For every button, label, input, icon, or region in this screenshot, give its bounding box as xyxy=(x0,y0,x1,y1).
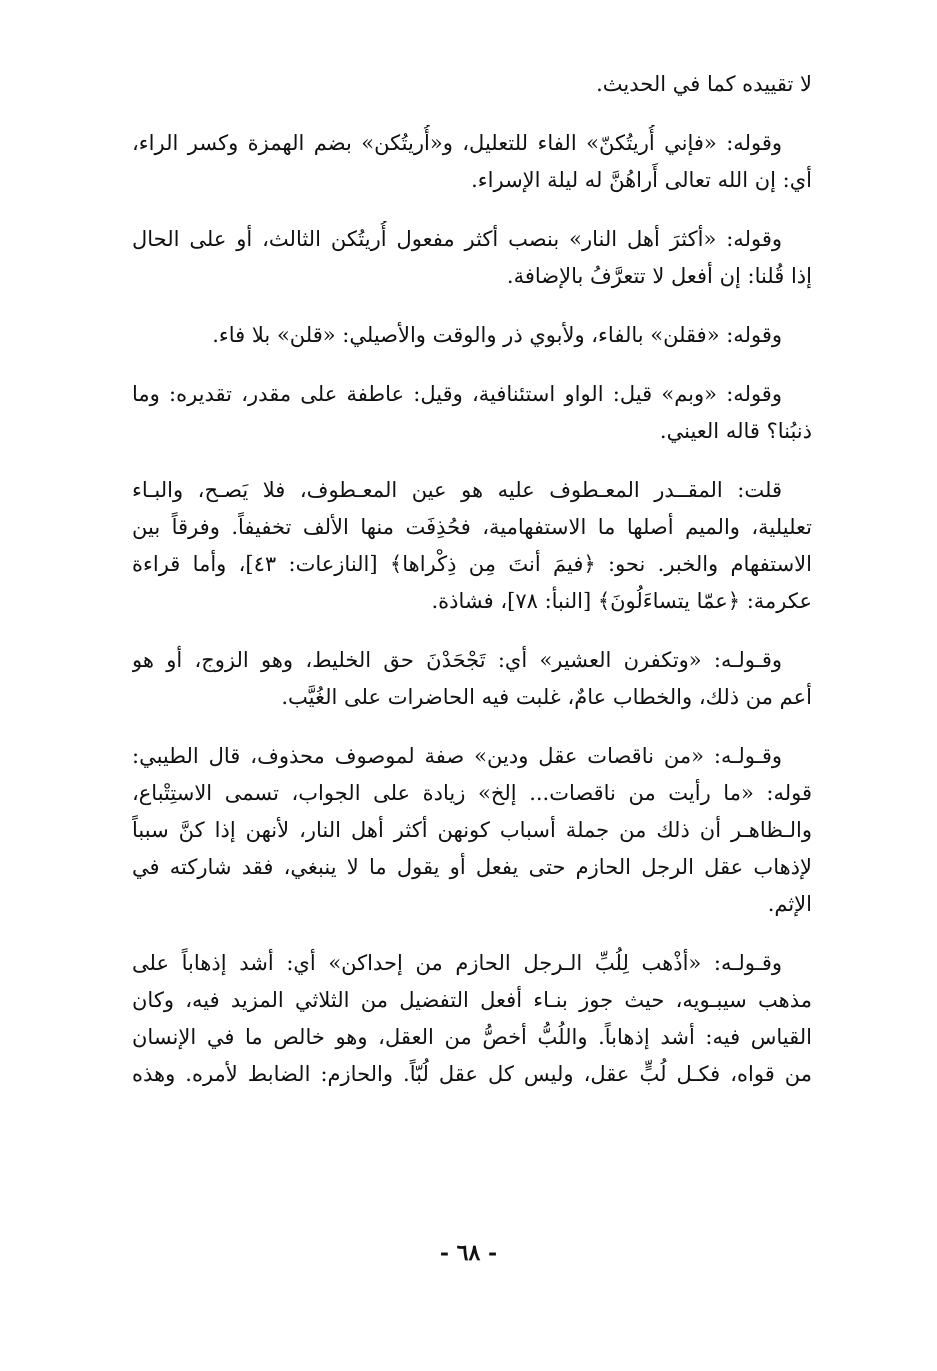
text-line: تعليلية، والميم أصلها ما الاستفهامية، فحُذِفَت منها الألف تخفيفاً. وفرقاً بين xyxy=(132,515,812,539)
page-body xyxy=(132,66,812,1115)
paragraph-3 xyxy=(132,221,812,295)
text-line: لا تقييده كما في الحديث. xyxy=(596,72,812,96)
paragraph-6 xyxy=(132,472,812,620)
text-line: عكرمة: ﴿عمّا يتساءَلُونَ﴾ [النبأ: ٧٨]، فشاذة. xyxy=(431,589,812,613)
text-line: الإثم. xyxy=(767,892,812,916)
text-line: وقـولـه: «من ناقصات عقل ودين» صفة لموصوف محذوف، قال الطيبي: xyxy=(132,744,782,768)
text-line: والـظاهـر أن ذلك من جملة أسباب كونهن أكثر أهل النار، لأنهن إذا كنَّ سبباً xyxy=(132,818,812,842)
text-line: لإذهاب عقل الرجل الحازم حتى يفعل أو يقول ما لا ينبغي، فقد شاركته في xyxy=(132,855,812,879)
text-line: وقوله: «أكثرَ أهل النار» بنصب أكثر مفعول أُريتُكن الثالث، أو على الحال xyxy=(132,227,782,251)
paragraph-5 xyxy=(132,376,812,450)
text-line: وقوله: «فقلن» بالفاء، ولأبوي ذر والوقت والأصيلي: «قلن» بلا فاء. xyxy=(212,323,782,347)
paragraph-7 xyxy=(132,642,812,716)
paragraph-4 xyxy=(132,317,812,354)
text-line: وقوله: «وبم» قيل: الواو استئنافية، وقيل: عاطفة على مقدر، تقديره: وما xyxy=(132,382,782,406)
paragraph-8 xyxy=(132,738,812,923)
paragraph-2 xyxy=(132,125,812,199)
text-line: ذنبُنا؟ قاله العيني. xyxy=(659,419,812,443)
text-line: القياس فيه: أشد إذهاباً. واللُبُّ أخصُّ من العقل، وهو خالص ما في الإنسان xyxy=(132,1025,812,1049)
paragraph-9 xyxy=(132,945,812,1093)
text-line: وقـولـه: «أذْهب لِلُبِّ الـرجل الحازم من إحداكن» أي: أشد إذهاباً على xyxy=(132,951,782,975)
paragraph-1 xyxy=(132,66,812,103)
text-line: من قواه، فكـل لُبٍّ عقل، وليس كل عقل لُبّاً. والحازم: الضابط لأمره. وهذه xyxy=(132,1062,812,1086)
text-line: مذهب سيبـويه، حيث جوز بنـاء أفعل التفضيل من الثلاثي المزيد فيه، وكان xyxy=(132,988,812,1012)
text-line: إذا قُلنا: إن أفعل لا تتعرَّفُ بالإضافة. xyxy=(506,264,812,288)
text-line: قلت: المقــدر المعـطوف عليه هو عين المعـطوف، فلا يَصـح، والبـاء xyxy=(132,478,782,502)
text-line: وقوله: «فإني أُريتُكنّ» الفاء للتعليل، و«أُريتُكن» بضم الهمزة وكسر الراء، xyxy=(132,131,782,155)
text-line: وقـولـه: «وتكفرن العشير» أي: تَجْحَدْنَ حق الخليط، وهو الزوج، أو هو xyxy=(132,648,782,672)
text-line: أي: إن الله تعالى أَراهُنَّ له ليلة الإسراء. xyxy=(471,168,812,192)
text-line: أعم من ذلك، والخطاب عامٌ، غلبت فيه الحاضرات على الغُيَّب. xyxy=(281,685,812,709)
text-line: قوله: «ما رأيت من ناقصات... إلخ» زيادة على الجواب، تسمى الاستِتْباع، xyxy=(132,781,812,805)
text-line: الاستفهام والخبر. نحو: ﴿فيمَ أنتَ مِن ذِكْراها﴾ [النازعات: ٤٣]، وأما قراءة xyxy=(132,552,812,576)
page-number: - ٦٨ - xyxy=(439,1240,498,1266)
